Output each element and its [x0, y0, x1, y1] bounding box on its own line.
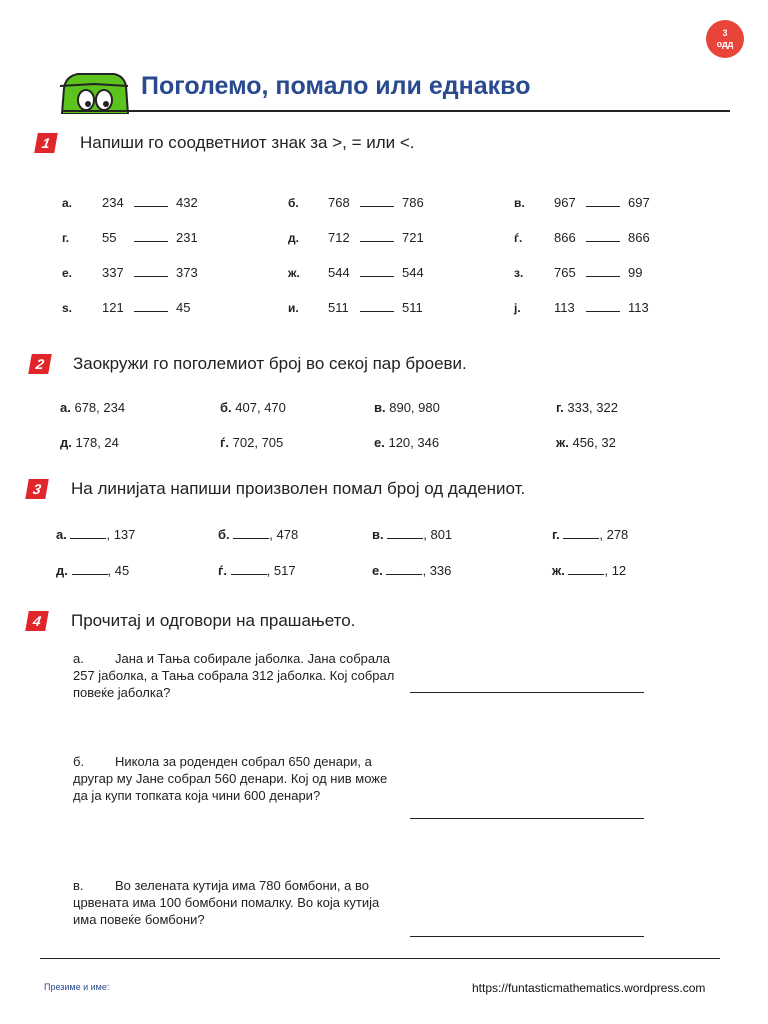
- number-pair[interactable]: [60, 435, 119, 450]
- fill-label: г.: [552, 527, 560, 542]
- first-number: 544: [328, 265, 350, 280]
- pair-numbers[interactable]: 333, 322: [567, 400, 618, 415]
- given-number: , 12: [604, 563, 627, 578]
- grade-unit: одд: [716, 39, 734, 49]
- comparison-item: [62, 265, 198, 280]
- given-number: , 45: [107, 563, 130, 578]
- footer-divider: [40, 958, 720, 959]
- first-number: 866: [554, 230, 576, 245]
- word-question-c: [73, 877, 403, 928]
- item-label: ј.: [514, 301, 521, 315]
- item-label: д.: [288, 231, 299, 245]
- number-pair[interactable]: [556, 400, 618, 415]
- sign-blank[interactable]: [134, 195, 168, 207]
- answer-blank[interactable]: [233, 527, 269, 539]
- page-title: Поголемо, помало или еднакво: [141, 72, 531, 100]
- answer-blank[interactable]: [231, 563, 267, 575]
- sign-blank[interactable]: [134, 265, 168, 277]
- pair-label: б.: [220, 400, 232, 415]
- fill-item: [56, 563, 129, 578]
- second-number: 721: [402, 230, 424, 245]
- word-question-a: [73, 650, 403, 701]
- name-label: Презиме и име:: [44, 982, 110, 992]
- question-text: Во зелената кутија има 780 бомбони, а во црвената има 100 бомбони помалку. Во која кутија има повеќе бомбони?: [73, 878, 380, 927]
- task-1-instruction: Напиши го соодветниот знак за >, = или <.: [80, 133, 415, 152]
- comparison-item: [62, 230, 198, 245]
- first-number: 113: [554, 300, 575, 315]
- item-label: г.: [62, 231, 70, 245]
- first-number: 511: [328, 300, 349, 315]
- second-number: 113: [628, 300, 649, 315]
- answer-line-b[interactable]: [410, 818, 644, 819]
- task-2-number: 2: [28, 354, 52, 374]
- task-4-instruction: Прочитај и одговори на прашањето.: [71, 611, 356, 630]
- item-label: ѕ.: [62, 301, 73, 315]
- pair-numbers[interactable]: 678, 234: [74, 400, 126, 415]
- given-number: , 336: [422, 563, 452, 578]
- answer-blank[interactable]: [387, 527, 423, 539]
- second-number: 866: [628, 230, 650, 245]
- sign-blank[interactable]: [360, 230, 394, 242]
- first-number: 967: [554, 195, 576, 210]
- sign-blank[interactable]: [134, 230, 168, 242]
- pair-label: г.: [556, 400, 564, 415]
- sign-blank[interactable]: [360, 265, 394, 277]
- pair-label: д.: [60, 435, 72, 450]
- item-label: ѓ.: [514, 231, 523, 245]
- question-label: а.: [73, 651, 84, 666]
- comparison-item: [62, 300, 190, 315]
- fill-label: в.: [372, 527, 384, 542]
- number-pair[interactable]: [220, 435, 283, 450]
- first-number: 768: [328, 195, 350, 210]
- item-label: ж.: [288, 266, 300, 280]
- pair-numbers[interactable]: 702, 705: [232, 435, 284, 450]
- given-number: , 478: [269, 527, 299, 542]
- second-number: 544: [402, 265, 424, 280]
- sign-blank[interactable]: [360, 300, 394, 312]
- pair-numbers[interactable]: 456, 32: [572, 435, 616, 450]
- second-number: 99: [628, 265, 643, 280]
- title-divider: [62, 110, 730, 112]
- sign-blank[interactable]: [586, 230, 620, 242]
- item-label: в.: [514, 196, 525, 210]
- fill-label: е.: [372, 563, 383, 578]
- answer-blank[interactable]: [568, 563, 604, 575]
- sign-blank[interactable]: [360, 195, 394, 207]
- comparison-item: [514, 195, 650, 210]
- answer-line-a[interactable]: [410, 692, 644, 693]
- number-pair[interactable]: [556, 435, 616, 450]
- comparison-item: [288, 265, 424, 280]
- fill-label: ѓ.: [218, 563, 228, 578]
- item-label: е.: [62, 266, 73, 280]
- fill-item: [372, 527, 452, 542]
- pair-label: е.: [374, 435, 385, 450]
- comparison-item: [62, 195, 198, 210]
- item-label: б.: [288, 196, 299, 210]
- second-number: 511: [402, 300, 423, 315]
- fill-label: д.: [56, 563, 68, 578]
- fill-item: [552, 563, 626, 578]
- task-3-number: 3: [25, 479, 49, 499]
- first-number: 55: [102, 230, 117, 245]
- fill-item: [218, 527, 298, 542]
- item-label: з.: [514, 266, 524, 280]
- item-label: а.: [62, 196, 73, 210]
- question-text: Никола за роденден собрал 650 денари, а другар му Јане собрал 560 денари. Кој од нив може да ја купи топката која чини 600 денари?: [73, 754, 388, 803]
- first-number: 121: [102, 300, 124, 315]
- task-1-number: 1: [34, 133, 58, 153]
- given-number: , 278: [599, 527, 629, 542]
- answer-blank[interactable]: [563, 527, 599, 539]
- given-number: , 517: [266, 563, 296, 578]
- fill-item: [372, 563, 451, 578]
- grade-number: 3: [722, 28, 728, 38]
- sign-blank[interactable]: [586, 300, 620, 312]
- mascot-icon: [58, 70, 130, 114]
- pair-label: ж.: [556, 435, 569, 450]
- second-number: 231: [176, 230, 198, 245]
- fill-label: б.: [218, 527, 230, 542]
- word-question-b: [73, 753, 403, 804]
- comparison-item: [288, 195, 424, 210]
- pair-numbers[interactable]: 120, 346: [388, 435, 440, 450]
- pair-numbers[interactable]: 178, 24: [75, 435, 119, 450]
- comparison-item: [514, 300, 649, 315]
- answer-line-c[interactable]: [410, 936, 644, 937]
- website-url: https://funtasticmathematics.wordpress.com: [472, 981, 706, 995]
- number-pair[interactable]: [60, 400, 125, 415]
- first-number: 234: [102, 195, 124, 210]
- task-4-number: 4: [25, 611, 49, 631]
- task-2-instruction: Заокружи го поголемиот број во секој пар броеви.: [73, 354, 467, 373]
- number-pair[interactable]: [220, 400, 286, 415]
- pair-label: а.: [60, 400, 71, 415]
- sign-blank[interactable]: [586, 195, 620, 207]
- pair-numbers[interactable]: 407, 470: [235, 400, 286, 415]
- first-number: 337: [102, 265, 124, 280]
- fill-item: [218, 563, 296, 578]
- pair-label: в.: [374, 400, 386, 415]
- comparison-item: [514, 265, 642, 280]
- second-number: 373: [176, 265, 198, 280]
- answer-blank[interactable]: [386, 563, 422, 575]
- question-label: б.: [73, 754, 85, 769]
- fill-item: [56, 527, 135, 542]
- first-number: 765: [554, 265, 576, 280]
- first-number: 712: [328, 230, 350, 245]
- grade-badge: [706, 20, 744, 58]
- second-number: 45: [176, 300, 191, 315]
- given-number: , 801: [423, 527, 453, 542]
- question-text: Јана и Тања собирале јаболка. Јана собрала 257 јаболка, а Тања собрала 312 јаболка. Кој собрал повеќе јаболка?: [73, 651, 395, 700]
- sign-blank[interactable]: [586, 265, 620, 277]
- fill-item: [552, 527, 628, 542]
- answer-blank[interactable]: [70, 527, 106, 539]
- comparison-item: [288, 300, 423, 315]
- given-number: , 137: [106, 527, 136, 542]
- sign-blank[interactable]: [134, 300, 168, 312]
- comparison-item: [514, 230, 650, 245]
- second-number: 697: [628, 195, 650, 210]
- second-number: 786: [402, 195, 424, 210]
- task-3-instruction: На линијата напиши произволен помал број од дадениот.: [71, 479, 526, 498]
- pair-numbers[interactable]: 890, 980: [389, 400, 440, 415]
- fill-label: ж.: [552, 563, 565, 578]
- number-pair[interactable]: [374, 435, 439, 450]
- question-label: в.: [73, 878, 84, 893]
- answer-blank[interactable]: [72, 563, 108, 575]
- fill-label: а.: [56, 527, 67, 542]
- pair-label: ѓ.: [220, 435, 230, 450]
- second-number: 432: [176, 195, 198, 210]
- comparison-item: [288, 230, 424, 245]
- number-pair[interactable]: [374, 400, 440, 415]
- item-label: и.: [288, 301, 299, 315]
